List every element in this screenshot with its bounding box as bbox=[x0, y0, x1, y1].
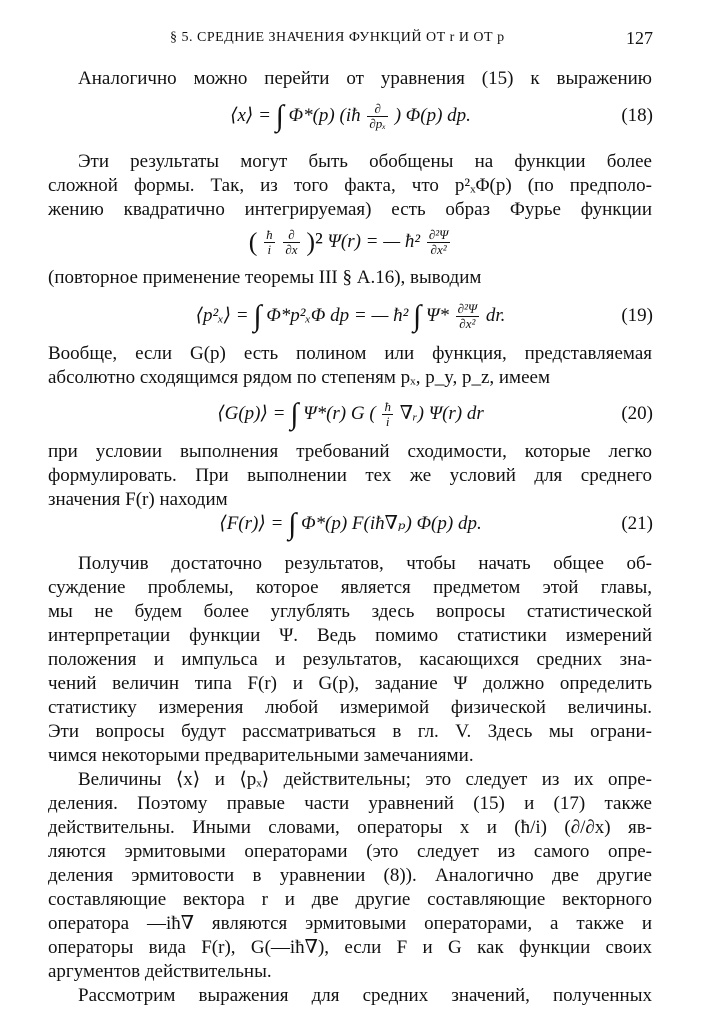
eq19-part3: dr. bbox=[485, 305, 506, 326]
text-line: операторы вида F(r), G(—iħ∇), если F и G как функции своих bbox=[48, 937, 652, 958]
text-line: Эти вопросы будут рассматриваться в гл. V. Здесь мы ограни- bbox=[48, 721, 652, 742]
text-line: ляются эрмитовыми операторами (это следует из самого опре- bbox=[48, 841, 652, 862]
equation-unnumbered bbox=[0, 222, 701, 262]
eq21-lhs: ⟨F(r)⟩ = bbox=[219, 513, 284, 534]
equation-number: (20) bbox=[621, 403, 653, 424]
integral-sign: ∫ bbox=[275, 99, 284, 133]
integral-sign: ∫ bbox=[413, 299, 422, 333]
eq20-part2: ∇ᵣ) Ψ(r) dr bbox=[399, 403, 484, 424]
text-line: составляющие вектора r и две другие составляющие векторного bbox=[48, 889, 652, 910]
eqm-fraction-2 bbox=[283, 228, 299, 257]
text-line: деления эрмитовости в уравнении (8)). Аналогично две другие bbox=[48, 865, 652, 886]
text-line: значения F(r) находим bbox=[48, 489, 228, 510]
eq20-fraction bbox=[382, 400, 393, 429]
eq21-part1: Φ*(p) F(iħ∇ₚ) Φ(p) dp. bbox=[301, 513, 482, 534]
text-line: суждение проблемы, которое является предметом этой главы, bbox=[48, 577, 652, 598]
text-line: действительны. Иными словами, операторы x и (ħ/i) (∂/∂x) яв- bbox=[48, 817, 652, 838]
equation-19 bbox=[0, 296, 701, 336]
text-line: сложной формы. Так, из того факта, что p²ₓΦ(p) (по предполо- bbox=[48, 175, 652, 196]
frac-num: ħ bbox=[384, 399, 391, 415]
eqm-close: )² bbox=[306, 227, 323, 257]
integral-sign: ∫ bbox=[290, 397, 299, 431]
text-line: оператора —iħ∇ являются эрмитовыми операторами, а также и bbox=[48, 913, 652, 934]
text-line: формулировать. При выполнении тех же условий для среднего bbox=[48, 465, 652, 486]
eq20-part1: Ψ*(r) G ( bbox=[303, 403, 376, 424]
equation-18 bbox=[0, 96, 701, 136]
eq18-fraction bbox=[367, 102, 388, 131]
text-line: аргументов действительны. bbox=[48, 961, 272, 982]
eqm-fraction-3 bbox=[427, 228, 450, 257]
text-line: жению квадратично интегрируемая) есть образ Фурье функции bbox=[48, 199, 652, 220]
text-line: мы не будем более углублять здесь вопросы статистической bbox=[48, 601, 652, 622]
eq20-lhs: ⟨G(p)⟩ = bbox=[217, 403, 286, 424]
eq19-fraction bbox=[456, 302, 479, 331]
eqm-open: ( bbox=[248, 227, 258, 257]
running-head: § 5. СРЕДНИЕ ЗНАЧЕНИЯ ФУНКЦИЙ ОТ r И ОТ p bbox=[170, 30, 505, 45]
eqm-body: Ψ(r) = — ħ² bbox=[327, 231, 421, 252]
text-line: чений величин типа F(r) и G(p), задание Ψ должно определить bbox=[48, 673, 652, 694]
frac-den: ∂x² bbox=[430, 242, 447, 258]
text-line: Величины ⟨x⟩ и ⟨pₓ⟩ действительны; это следует из их опре- bbox=[78, 769, 652, 790]
integral-sign: ∫ bbox=[288, 507, 297, 541]
equation-20 bbox=[0, 394, 701, 434]
frac-den: ∂x² bbox=[459, 316, 476, 332]
eq19-part1: Φ*p²ₓΦ dp = — ħ² bbox=[266, 305, 409, 326]
integral-sign: ∫ bbox=[253, 299, 262, 333]
text-line: деления. Поэтому правые части уравнений (15) и (17) также bbox=[48, 793, 652, 814]
frac-num: ∂²Ψ bbox=[457, 301, 478, 317]
text-line: чимся некоторыми предварительными замечаниями. bbox=[48, 745, 474, 766]
eq19-lhs: ⟨p²ₓ⟩ = bbox=[195, 305, 249, 326]
text-line: Вообще, если G(p) есть полином или функция, представляемая bbox=[48, 343, 652, 364]
eq18-lhs: ⟨x⟩ = bbox=[230, 105, 271, 126]
equation-number: (21) bbox=[621, 513, 653, 534]
equation-21 bbox=[0, 504, 701, 544]
text-line: статистику измерения любой измеримой физической величины. bbox=[48, 697, 652, 718]
text-line: Эти результаты могут быть обобщены на функции более bbox=[78, 151, 652, 172]
text-line: Получив достаточно результатов, чтобы начать общее об- bbox=[78, 553, 652, 574]
eq18-integrand-b: ) Φ(p) dp. bbox=[394, 105, 471, 126]
text-line: (повторное применение теоремы III § А.16), выводим bbox=[48, 267, 482, 288]
frac-num: ∂ bbox=[367, 102, 388, 117]
text-line: Аналогично можно перейти от уравнения (15) к выражению bbox=[78, 68, 652, 89]
text-line: абсолютно сходящимся рядом по степеням pₓ, p_y, p_z, имеем bbox=[48, 367, 550, 388]
frac-num: ∂²Ψ bbox=[428, 227, 449, 243]
eq19-part2: Ψ* bbox=[426, 305, 449, 326]
text-line: интерпретации функции Ψ. Ведь помимо статистики измерений bbox=[48, 625, 652, 646]
eq18-integrand-a: Φ*(p) (iħ bbox=[288, 105, 361, 126]
frac-num: ∂ bbox=[283, 228, 299, 243]
frac-den: i bbox=[267, 242, 272, 258]
text-line: положения и импульса и результатов, касающихся средних зна- bbox=[48, 649, 652, 670]
page-number: 127 bbox=[626, 28, 653, 48]
frac-den: ∂pₓ bbox=[369, 116, 386, 132]
frac-den: ∂x bbox=[285, 242, 298, 258]
equation-number: (18) bbox=[621, 105, 653, 126]
frac-num: ħ bbox=[266, 227, 273, 243]
equation-number: (19) bbox=[621, 305, 653, 326]
frac-den: i bbox=[385, 414, 390, 430]
text-line: Рассмотрим выражения для средних значений, полученных bbox=[78, 985, 652, 1006]
text-line: при условии выполнения требований сходимости, которые легко bbox=[48, 441, 652, 462]
eqm-fraction-1 bbox=[264, 228, 275, 257]
